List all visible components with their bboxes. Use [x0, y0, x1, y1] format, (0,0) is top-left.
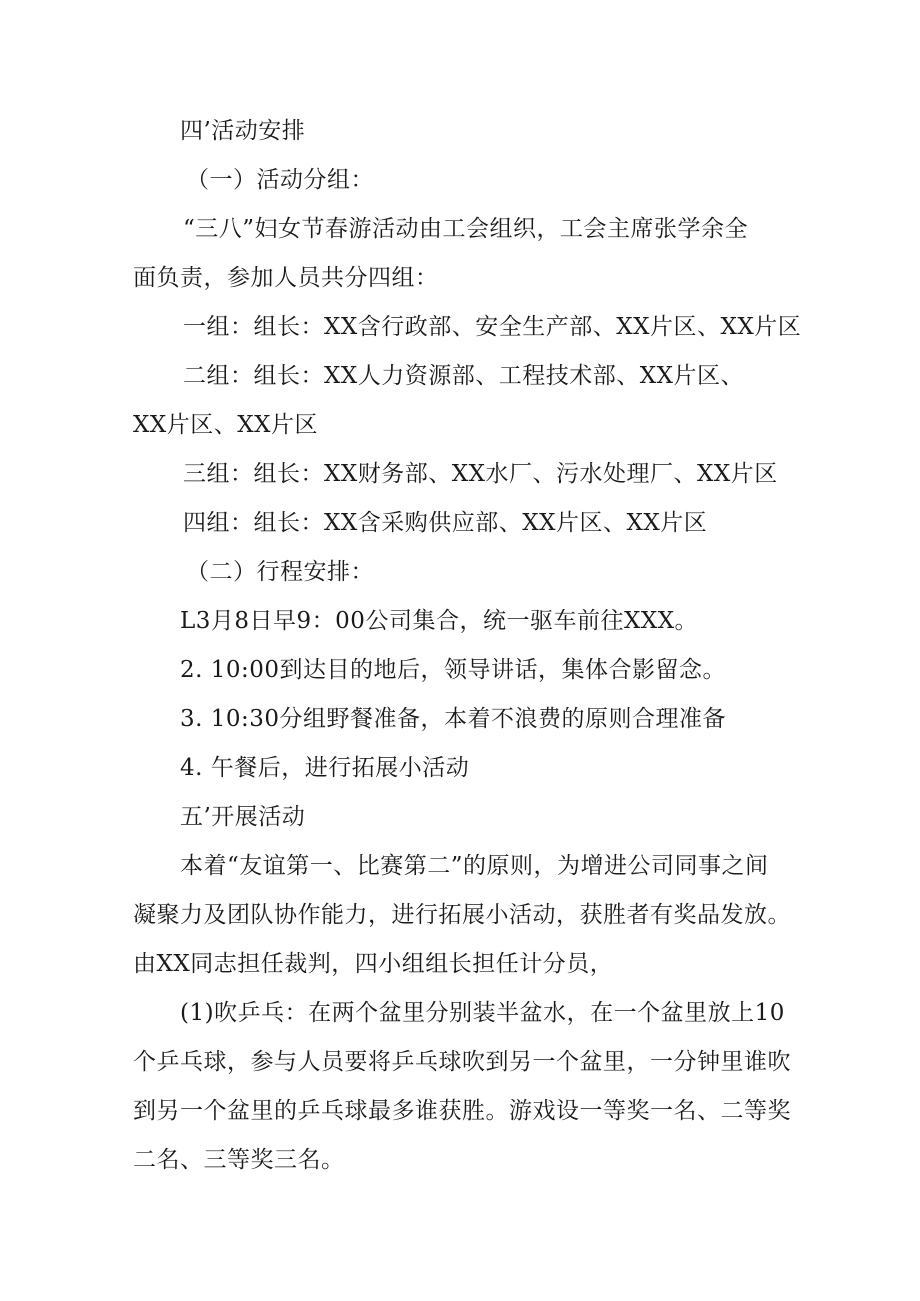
itinerary-item-4: 4. 午餐后，进行拓展小活动 [180, 755, 470, 781]
paragraph-line: 面负责，参加人员共分四组： [133, 265, 439, 291]
itinerary-item-3: 3. 10:30分组野餐准备，本着不浪费的原则合理准备 [180, 706, 727, 732]
paragraph-line: 凝聚力及团队协作能力，进行拓展小活动，获胜者有奖品发放。 [133, 902, 791, 928]
paragraph-line: 本着“友谊第一、比赛第二”的原则，为增进公司同事之间 [180, 853, 769, 879]
paragraph-line: “三八”妇女节春游活动由工会组织，工会主席张学余全 [183, 216, 749, 242]
heading-section-5: 五’开展活动 [180, 804, 306, 830]
itinerary-item-2: 2. 10:00到达目的地后，领导讲话，集体合影留念。 [180, 657, 727, 683]
paragraph-line: 由XX同志担任裁判，四小组组长担任计分员， [133, 951, 614, 977]
heading-section-4: 四’活动安排 [180, 118, 306, 144]
itinerary-item-1: L3月8日早9：00公司集合，统一驱车前往XXX。 [180, 608, 699, 634]
group-2-line: 二组：组长：XX人力资源部、工程技术部、XX片区、 [183, 363, 744, 389]
group-1-line: 一组：组长：XX含行政部、安全生产部、XX片区、XX片区 [183, 314, 802, 340]
game-description-line: 到另一个盆里的乒乓球最多谁获胜。游戏设一等奖一名、二等奖 [133, 1098, 791, 1124]
game-description-line: 个乒乓球，参与人员要将乒乓球吹到另一个盆里，一分钟里谁吹 [133, 1049, 791, 1075]
game-description-line: (1)吹乒乓：在两个盆里分别装半盆水，在一个盆里放上10 [180, 1000, 785, 1026]
group-2-continuation: XX片区、XX片区 [133, 412, 318, 438]
subheading-grouping: （一）活动分组： [186, 167, 374, 193]
subheading-itinerary: （二）行程安排： [186, 559, 374, 585]
group-3-line: 三组：组长：XX财务部、XX水厂、污水处理厂、XX片区 [183, 461, 778, 487]
group-4-line: 四组：组长：XX含采购供应部、XX片区、XX片区 [183, 510, 708, 536]
game-description-line: 二名、三等奖三名。 [133, 1147, 345, 1173]
